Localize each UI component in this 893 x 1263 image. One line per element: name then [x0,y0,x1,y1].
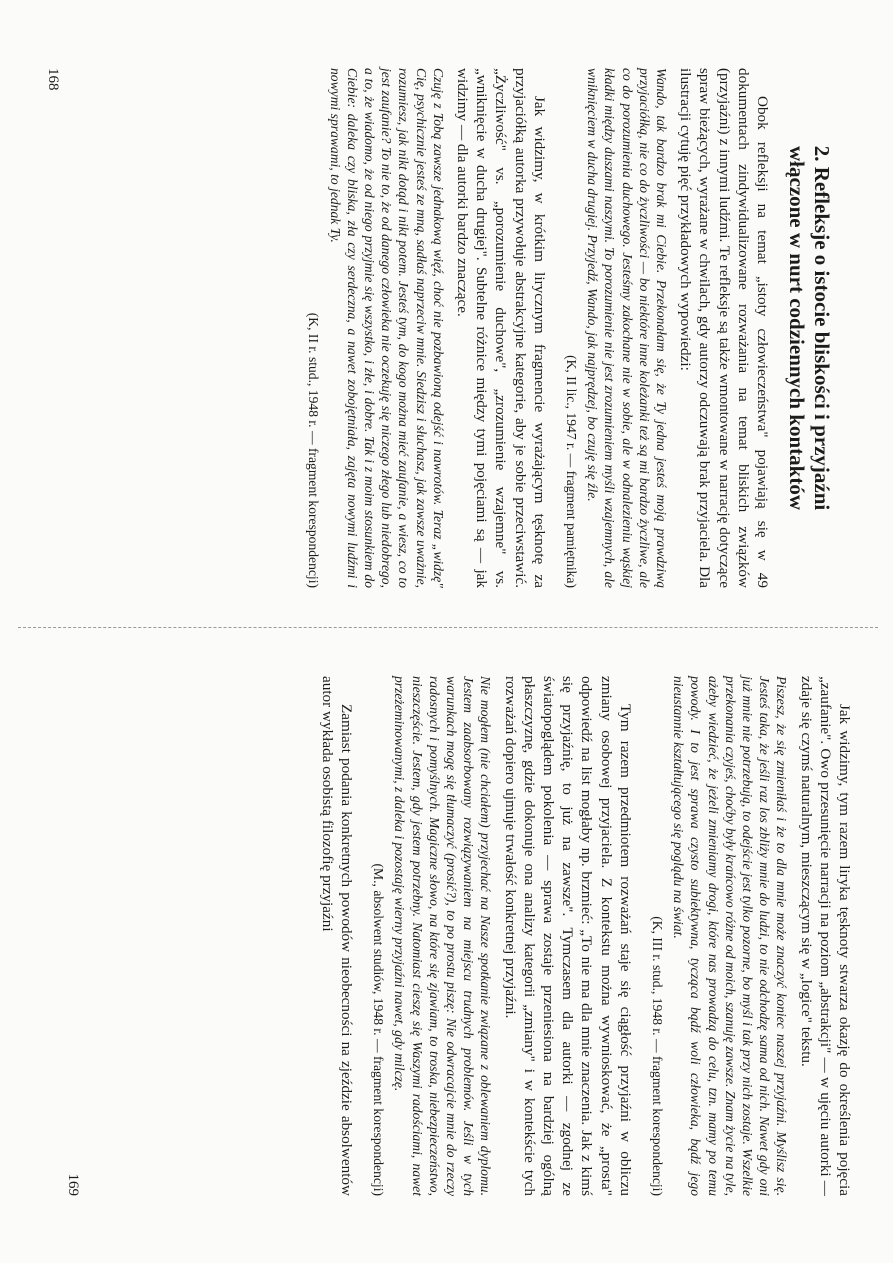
page-number: 168 [45,68,61,91]
body-paragraph-commentary: Jak widzimy, w krótkim lirycznym fragmencie wyrażającym tęsknotę za przyjaciółką autorka przywołuje abstrakcyjne kategorie, aby je sobie przeciwstawić. „Życzliwość" vs. „porozumienie duchowe", „zrozumienie wzajemne" vs. „wniknięcie w ducha drugiej". Subtelne różnice między tymi pojęciami są — jak widzimy — dla autorki bardzo znaczące. [453,68,548,588]
quote-letter-trust: Czuję z Tobą zawsze jednakową więź, choć nie pozbawioną odejść i nawrotów. Teraz „widzę" Cię, psychicznie jesteś ze mną, sadłaś naprzeciw mnie. Siedzisz i słuchasz, jak zawsze uważnie, rozumiesz, jak nikt dotąd i nikt potem. Jesteś tym, do kogo można mieć zaufanie, a wiesz, co to jest zaufanie? To nie to, że od danego człowieka nie oczekuję się niczego złego lub niedobrego, a to, że wiadomo, że od niego przyjmie się wszystko, i złe, i dobre. Tak i z moim stosunkiem do Ciebie: daleka czy bliska, zła czy serdeczna, a nawet zobojętniała, zajęta nowymi ludźmi i nowymi sprawami, to jednak Ty. [327,68,446,588]
page-fold-line [18,627,878,628]
quote-letter-change: Piszesz, że się zmieniłaś i że to dla mnie może znaczyć koniec naszej przyjaźni. Myślisz się. Jesteś taka, że jeśli raz los zbliży mnie do ludzi, to nie odchodzę sama od nich. Nawet gdy oni już mnie nie potrzebują, to odejście jest tylko pozorne, bo myśl i tak przy nich zostaje. Wszelkie przekonania czyjeś, choćby były krańcowo różne od moich, szanuję zawsze. Znam życie na tyle, ażeby wiedzieć, że jeżeli zmieniamy drogi, które nas prowadzą do celu, tzn. mamy po temu powody. I to jest sprawa czysto subiektywna, tycząca bądź woli człowieka, bądź jego nieustannie kształtującego się poglądu na świat. [671,676,790,1196]
section-heading-line-1: 2. Refleksje o istocie bliskości i przyjaźni [810,145,834,511]
section-heading [784,68,834,588]
page-169 [65,676,854,1196]
body-paragraph-philosophy: Zamiast podania konkretnych powodów nieobecności na zjeździe absolwentów autor wykłada osobistą filozofię przyjaźni [318,676,355,1196]
body-paragraph-continuity: Tym razem przedmiotem rozważań staje się ciągłość przyjaźni w obliczu zmiany osobowej przyjaciela. Z kontekstu można wywnioskować, że „prosta" odpowiedź na list mogłaby np. brzmieć: „To nie ma dla mnie znaczenia. Jak z kimś się przyjaźnię, to już na zawsze". Tymczasem dla autorki — zgodnej ze światopoglądem pokolenia — sprawa zostaje przeniesiona na bardziej ogólną płaszczyznę, gdzie dokonuje ona analizy kategorii „zmiany" i w kontekście tych rozważań dopiero ujmuje trwałość konkretnej przyjaźni. [501,676,634,1196]
body-paragraph-intro: Obok refleksji na temat „istoty człowieczeństwa" pojawiają się w 49 dokumentach zindywidualizowane rozważania na temat bliskich związków (przyjaźni) z innymi ludźmi. Te refleksje są także wmontowane w narrację dotyczące spraw bieżących, wyrażane w chwilach, gdy autorzy odczuwają brak przyjaciela. Dla ilustracji cytuję pięć przykładowych wypowiedzi: [677,68,771,588]
quote-source-diary: (K, II lic., 1947 r. — fragment pamiętnika) [563,355,579,588]
body-paragraph-trust: Jak widzimy, tym razem liryka tęsknoty stwarza okazję do określenia pojęcia „zaufanie". Owo przesunięcie narracji na poziom „abstrakcji" — w ujęciu autorki — zdaje się czymś naturalnym, mieszczącym się w „logice" tekstu. [797,676,853,1196]
quote-source-letter-change: (K, III r. stud., 1948 r. — fragment korespondencji) [649,916,665,1196]
quote-diary-wanda: Wando, tak bardzo brak mi Ciebie. Przekonałam się, że Ty jedna jesteś moją prawdziwą przyjaciółką, nie co do życzliwości — bo niektóre inne koleżanki też są mi bardzo życzliwe, ale co do porozumienia duchowego. Jesteśmy zakochane nie w sobie, ale w odnalezieniu wąskiej kładki między duszami naszymi. To porozumienie nie jest zrozumieniem myśli wzajemnych, ale wniknięciem w ducha drugiej. Przyjedź, Wando, jak najprędzej, bo czuję się źle. [585,68,669,588]
quote-letter-graduate: Nie mogłem (nie chciałem) przyjechać na Nasze spotkanie związane z oblewaniem dyplomu. Jestem zaabsorbowany rozwiązywaniem na miejscu trudnych problemów. Jeśli w tych warunkach mogę się tłumaczyć (prosić?), to po prostu piszę: Nie odwracajcie mnie do rzeczy radosnych i pomyślnych. Magiczne słowo, na które się zjawiam, to troska, niebezpieczeństwo, nieszczęście. Jestem, gdy jestem potrzebny. Natomiast cieszę się Waszymi radościami, nawet przeżeminowanymi, z daleka i pozostaję wierny przyjaźni nawet, gdy milczę. [392,676,494,1196]
quote-source-letter: (K, II r. stud., 1948 r. — fragment korespondencji) [306,312,322,588]
section-heading-line-2: włączone w nurt codziennych kontaktów [785,145,809,510]
quote-source-graduate: (M., absolwent studiów, 1948 r. — fragment korespondencji) [371,863,387,1196]
page-number: 169 [65,1173,81,1196]
page-168 [45,68,834,588]
